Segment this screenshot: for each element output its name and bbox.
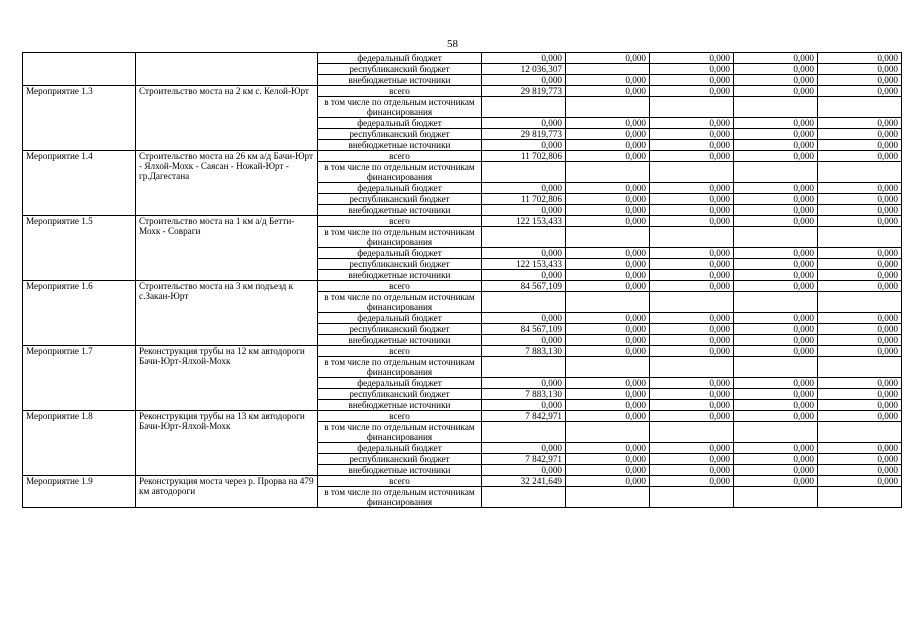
amount-cell: 0,000 bbox=[818, 151, 902, 162]
amount-cell: 0,000 bbox=[566, 465, 650, 476]
amount-cell: 0,000 bbox=[734, 476, 818, 487]
amount-cell: 0,000 bbox=[650, 194, 734, 205]
amount-cell: 0,000 bbox=[566, 75, 650, 86]
source-label: всего bbox=[318, 151, 482, 162]
empty-cell bbox=[482, 97, 566, 118]
amount-cell: 0,000 bbox=[650, 378, 734, 389]
amount-cell: 0,000 bbox=[482, 335, 566, 346]
amount-cell: 0,000 bbox=[734, 313, 818, 324]
amount-cell: 0,000 bbox=[818, 194, 902, 205]
amount-cell: 7 842,971 bbox=[482, 454, 566, 465]
amount-total: 122 153,433 bbox=[482, 216, 566, 227]
amount-cell: 0,000 bbox=[566, 270, 650, 281]
empty-cell bbox=[566, 422, 650, 443]
source-label: внебюджетные источники bbox=[318, 400, 482, 411]
empty-cell bbox=[650, 97, 734, 118]
amount-cell: 0,000 bbox=[818, 75, 902, 86]
amount-cell: 122 153,433 bbox=[482, 259, 566, 270]
empty-cell bbox=[818, 487, 902, 508]
amount-cell: 0,000 bbox=[734, 183, 818, 194]
source-label: федеральный бюджет bbox=[318, 118, 482, 129]
empty-cell bbox=[650, 422, 734, 443]
empty-cell bbox=[734, 97, 818, 118]
amount-cell: 0,000 bbox=[650, 151, 734, 162]
source-label: республиканский бюджет bbox=[318, 194, 482, 205]
amount-cell: 0,000 bbox=[566, 86, 650, 97]
amount-cell: 0,000 bbox=[650, 324, 734, 335]
source-label: внебюджетные источники bbox=[318, 465, 482, 476]
source-label: федеральный бюджет bbox=[318, 183, 482, 194]
amount-cell: 0,000 bbox=[734, 389, 818, 400]
amount-cell: 0,000 bbox=[566, 118, 650, 129]
amount-cell: 0,000 bbox=[734, 443, 818, 454]
amount-cell: 0,000 bbox=[818, 465, 902, 476]
amount-cell: 0,000 bbox=[566, 129, 650, 140]
amount-cell: 0,000 bbox=[566, 216, 650, 227]
amount-cell: 0,000 bbox=[818, 346, 902, 357]
amount-cell: 0,000 bbox=[566, 324, 650, 335]
source-label: всего bbox=[318, 411, 482, 422]
amount-cell: 0,000 bbox=[734, 205, 818, 216]
amount-total: 11 702,806 bbox=[482, 151, 566, 162]
amount-cell: 0,000 bbox=[650, 443, 734, 454]
amount-cell: 0,000 bbox=[650, 476, 734, 487]
amount-cell: 0,000 bbox=[482, 183, 566, 194]
amount-cell: 0,000 bbox=[650, 465, 734, 476]
amount-cell: 0,000 bbox=[566, 346, 650, 357]
source-label: в том числе по отдельным источникам финансирования bbox=[318, 227, 482, 248]
amount-total: 32 241,649 bbox=[482, 476, 566, 487]
amount-cell: 0,000 bbox=[650, 183, 734, 194]
empty-cell bbox=[734, 162, 818, 183]
empty-cell bbox=[818, 97, 902, 118]
amount-cell: 12 036,307 bbox=[482, 64, 566, 75]
amount-cell: 0,000 bbox=[734, 465, 818, 476]
amount-total: 7 842,971 bbox=[482, 411, 566, 422]
amount-cell: 0,000 bbox=[650, 454, 734, 465]
amount-cell: 0,000 bbox=[482, 53, 566, 64]
measure-id: Мероприятие 1.3 bbox=[23, 86, 136, 151]
amount-cell: 0,000 bbox=[566, 313, 650, 324]
amount-cell: 0,000 bbox=[818, 259, 902, 270]
amount-cell: 0,000 bbox=[734, 86, 818, 97]
source-label: республиканский бюджет bbox=[318, 64, 482, 75]
amount-cell: 0,000 bbox=[566, 151, 650, 162]
amount-cell: 0,000 bbox=[818, 324, 902, 335]
amount-cell: 0,000 bbox=[650, 118, 734, 129]
source-label: федеральный бюджет bbox=[318, 53, 482, 64]
amount-cell: 0,000 bbox=[734, 400, 818, 411]
amount-cell: 0,000 bbox=[818, 118, 902, 129]
amount-cell: 0,000 bbox=[566, 140, 650, 151]
amount-cell: 0,000 bbox=[650, 216, 734, 227]
source-label: внебюджетные источники bbox=[318, 140, 482, 151]
amount-cell: 0,000 bbox=[734, 378, 818, 389]
source-label: в том числе по отдельным источникам финансирования bbox=[318, 292, 482, 313]
measure-row bbox=[23, 86, 902, 97]
amount-cell: 0,000 bbox=[818, 140, 902, 151]
amount-cell: 0,000 bbox=[566, 378, 650, 389]
amount-cell: 0,000 bbox=[482, 140, 566, 151]
measure-name: Строительство моста на 26 км а/д Бачи-Юрт - Ялхой-Мохк - Саясан - Ножай-Юрт - гр.Дагестана bbox=[136, 151, 318, 216]
amount-cell: 84 567,109 bbox=[482, 324, 566, 335]
empty-cell bbox=[482, 422, 566, 443]
source-label: в том числе по отдельным источникам финансирования bbox=[318, 97, 482, 118]
amount-cell: 0,000 bbox=[818, 411, 902, 422]
source-label: всего bbox=[318, 216, 482, 227]
amount-cell: 0,000 bbox=[818, 281, 902, 292]
amount-cell: 0,000 bbox=[482, 118, 566, 129]
empty-cell bbox=[566, 162, 650, 183]
empty-cell bbox=[818, 357, 902, 378]
measure-name: Строительство моста на 2 км с. Келой-Юрт bbox=[136, 86, 318, 151]
source-label: всего bbox=[318, 346, 482, 357]
amount-cell: 0,000 bbox=[818, 313, 902, 324]
amount-cell: 0,000 bbox=[566, 205, 650, 216]
amount-cell: 0,000 bbox=[566, 335, 650, 346]
amount-cell: 0,000 bbox=[482, 443, 566, 454]
amount-total: 84 567,109 bbox=[482, 281, 566, 292]
empty-cell bbox=[566, 227, 650, 248]
amount-cell: 0,000 bbox=[818, 183, 902, 194]
amount-cell: 0,000 bbox=[818, 86, 902, 97]
amount-cell: 0,000 bbox=[566, 183, 650, 194]
empty-cell bbox=[818, 162, 902, 183]
source-label: федеральный бюджет bbox=[318, 248, 482, 259]
empty-cell bbox=[566, 292, 650, 313]
empty-cell bbox=[818, 422, 902, 443]
amount-cell: 0,000 bbox=[734, 454, 818, 465]
empty-cell bbox=[482, 292, 566, 313]
measure-row bbox=[23, 216, 902, 227]
source-label: всего bbox=[318, 281, 482, 292]
amount-cell: 0,000 bbox=[734, 411, 818, 422]
amount-cell: 0,000 bbox=[818, 270, 902, 281]
amount-cell: 0,000 bbox=[818, 216, 902, 227]
amount-cell: 0,000 bbox=[482, 465, 566, 476]
measure-id: Мероприятие 1.9 bbox=[23, 476, 136, 508]
measure-name: Строительство моста на 1 км а/д Бетти-Мохк - Совраги bbox=[136, 216, 318, 281]
amount-cell: 0,000 bbox=[734, 248, 818, 259]
empty-cell bbox=[734, 422, 818, 443]
measure-name-cell bbox=[136, 53, 318, 86]
amount-cell: 0,000 bbox=[818, 53, 902, 64]
source-label: в том числе по отдельным источникам финансирования bbox=[318, 162, 482, 183]
amount-cell: 0,000 bbox=[482, 270, 566, 281]
amount-cell: 0,000 bbox=[650, 64, 734, 75]
amount-cell: 0,000 bbox=[566, 259, 650, 270]
empty-cell bbox=[482, 487, 566, 508]
amount-cell: 0,000 bbox=[566, 411, 650, 422]
measure-name: Строительство моста на 3 км подъезд к с.Закан-Юрт bbox=[136, 281, 318, 346]
source-label: всего bbox=[318, 476, 482, 487]
amount-cell: 0,000 bbox=[734, 151, 818, 162]
amount-cell: 0,000 bbox=[566, 400, 650, 411]
empty-cell bbox=[818, 227, 902, 248]
empty-cell bbox=[650, 162, 734, 183]
amount-cell: 0,000 bbox=[734, 118, 818, 129]
amount-cell: 0,000 bbox=[650, 411, 734, 422]
empty-cell bbox=[734, 292, 818, 313]
amount-cell: 0,000 bbox=[818, 205, 902, 216]
measure-id-cell bbox=[23, 53, 136, 86]
source-label: внебюджетные источники bbox=[318, 270, 482, 281]
amount-cell: 0,000 bbox=[482, 75, 566, 86]
measure-row bbox=[23, 476, 902, 487]
amount-cell: 0,000 bbox=[734, 129, 818, 140]
source-label: федеральный бюджет bbox=[318, 443, 482, 454]
amount-cell: 0,000 bbox=[818, 248, 902, 259]
amount-cell: 0,000 bbox=[650, 389, 734, 400]
amount-cell: 0,000 bbox=[650, 86, 734, 97]
empty-cell bbox=[818, 292, 902, 313]
amount-cell: 0,000 bbox=[818, 476, 902, 487]
amount-cell: 0,000 bbox=[650, 400, 734, 411]
source-label: всего bbox=[318, 86, 482, 97]
empty-cell bbox=[566, 487, 650, 508]
amount-cell: 0,000 bbox=[734, 194, 818, 205]
empty-cell bbox=[650, 357, 734, 378]
amount-cell: 0,000 bbox=[734, 281, 818, 292]
amount-cell: 0,000 bbox=[650, 281, 734, 292]
amount-cell: 0,000 bbox=[566, 443, 650, 454]
empty-cell bbox=[734, 487, 818, 508]
amount-cell: 0,000 bbox=[734, 346, 818, 357]
empty-cell bbox=[734, 227, 818, 248]
source-label: внебюджетные источники bbox=[318, 205, 482, 216]
amount-cell: 0,000 bbox=[734, 53, 818, 64]
amount-cell: 0,000 bbox=[650, 335, 734, 346]
amount-cell: 7 883,130 bbox=[482, 389, 566, 400]
amount-cell: 0,000 bbox=[650, 140, 734, 151]
empty-cell bbox=[650, 292, 734, 313]
amount-cell: 0,000 bbox=[650, 270, 734, 281]
empty-cell bbox=[482, 227, 566, 248]
source-label: республиканский бюджет bbox=[318, 324, 482, 335]
table-body bbox=[23, 53, 902, 508]
source-label: в том числе по отдельным источникам финансирования bbox=[318, 357, 482, 378]
source-label: в том числе по отдельным источникам финансирования bbox=[318, 487, 482, 508]
empty-cell bbox=[650, 487, 734, 508]
amount-cell: 0,000 bbox=[734, 324, 818, 335]
amount-cell: 0,000 bbox=[650, 75, 734, 86]
amount-cell: 0,000 bbox=[650, 313, 734, 324]
measure-name: Реконструкция трубы на 13 км автодороги Бачи-Юрт-Ялхой-Мохк bbox=[136, 411, 318, 476]
amount-cell: 0,000 bbox=[734, 270, 818, 281]
financing-table bbox=[22, 52, 902, 508]
amount-cell: 0,000 bbox=[734, 259, 818, 270]
amount-cell: 0,000 bbox=[566, 248, 650, 259]
amount-cell: 0,000 bbox=[566, 476, 650, 487]
source-label: федеральный бюджет bbox=[318, 313, 482, 324]
empty-cell bbox=[734, 357, 818, 378]
amount-total: 7 883,130 bbox=[482, 346, 566, 357]
amount-cell: 0,000 bbox=[650, 346, 734, 357]
measure-id: Мероприятие 1.4 bbox=[23, 151, 136, 216]
empty-cell bbox=[566, 97, 650, 118]
amount-cell: 0,000 bbox=[818, 64, 902, 75]
amount-cell: 0,000 bbox=[734, 64, 818, 75]
amount-cell: 0,000 bbox=[482, 205, 566, 216]
amount-cell: 0,000 bbox=[482, 378, 566, 389]
page-number: 58 bbox=[447, 38, 458, 50]
amount-cell: 0,000 bbox=[818, 389, 902, 400]
measure-row bbox=[23, 281, 902, 292]
amount-cell: 0,000 bbox=[566, 389, 650, 400]
amount-cell: 0,000 bbox=[482, 313, 566, 324]
measure-row bbox=[23, 151, 902, 162]
amount-cell: 29 819,773 bbox=[482, 129, 566, 140]
amount-cell: 0,000 bbox=[734, 335, 818, 346]
source-label: республиканский бюджет bbox=[318, 129, 482, 140]
empty-cell bbox=[482, 357, 566, 378]
measure-name: Реконструкция трубы на 12 км автодороги Бачи-Юрт-Ялхой-Мохк bbox=[136, 346, 318, 411]
amount-cell: 0,000 bbox=[650, 205, 734, 216]
source-label: внебюджетные источники bbox=[318, 335, 482, 346]
measure-id: Мероприятие 1.7 bbox=[23, 346, 136, 411]
amount-cell: 0,000 bbox=[482, 248, 566, 259]
amount-cell: 0,000 bbox=[818, 443, 902, 454]
empty-cell bbox=[650, 227, 734, 248]
empty-cell bbox=[566, 357, 650, 378]
table-row bbox=[23, 53, 902, 64]
amount-cell: 0,000 bbox=[734, 216, 818, 227]
measure-id: Мероприятие 1.6 bbox=[23, 281, 136, 346]
source-label: в том числе по отдельным источникам финансирования bbox=[318, 422, 482, 443]
amount-cell: 0,000 bbox=[734, 75, 818, 86]
measure-id: Мероприятие 1.8 bbox=[23, 411, 136, 476]
measure-row bbox=[23, 346, 902, 357]
amount-cell: 0,000 bbox=[566, 194, 650, 205]
amount-cell: 0,000 bbox=[566, 53, 650, 64]
amount-cell: 0,000 bbox=[818, 129, 902, 140]
amount-cell: 0,000 bbox=[566, 454, 650, 465]
source-label: республиканский бюджет bbox=[318, 454, 482, 465]
source-label: республиканский бюджет bbox=[318, 389, 482, 400]
amount-cell: 0,000 bbox=[818, 378, 902, 389]
amount-cell bbox=[566, 64, 650, 75]
empty-cell bbox=[482, 162, 566, 183]
amount-cell: 0,000 bbox=[650, 53, 734, 64]
amount-cell: 0,000 bbox=[650, 129, 734, 140]
amount-cell: 0,000 bbox=[482, 400, 566, 411]
amount-cell: 0,000 bbox=[650, 248, 734, 259]
measure-name: Реконструкция моста через р. Прорва на 479 км автодороги bbox=[136, 476, 318, 508]
source-label: республиканский бюджет bbox=[318, 259, 482, 270]
amount-cell: 11 702,806 bbox=[482, 194, 566, 205]
measure-id: Мероприятие 1.5 bbox=[23, 216, 136, 281]
amount-cell: 0,000 bbox=[818, 335, 902, 346]
amount-cell: 0,000 bbox=[818, 454, 902, 465]
amount-cell: 0,000 bbox=[818, 400, 902, 411]
source-label: внебюджетные источники bbox=[318, 75, 482, 86]
amount-cell: 0,000 bbox=[734, 140, 818, 151]
source-label: федеральный бюджет bbox=[318, 378, 482, 389]
amount-cell: 0,000 bbox=[650, 259, 734, 270]
measure-row bbox=[23, 411, 902, 422]
amount-cell: 0,000 bbox=[566, 281, 650, 292]
amount-total: 29 819,773 bbox=[482, 86, 566, 97]
